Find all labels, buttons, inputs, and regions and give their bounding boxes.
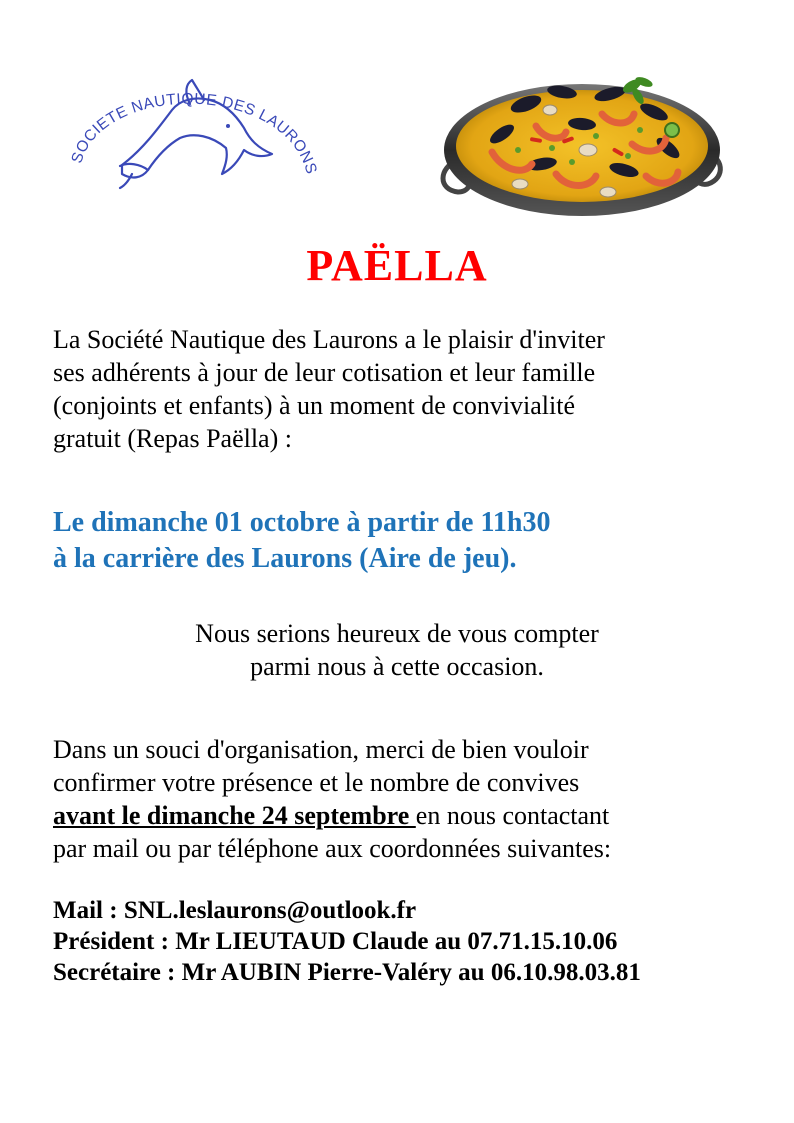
organisation-line (53, 799, 773, 832)
event-details (53, 505, 551, 577)
organisation-line: Dans un souci d'organisation, merci de bien vouloir (53, 735, 589, 764)
closing-line: parmi nous à cette occasion. (250, 652, 544, 681)
organisation-line: par mail ou par téléphone aux coordonnées suivantes: (53, 834, 612, 863)
event-date-line: Le dimanche 01 octobre à partir de 11h30 (53, 507, 551, 538)
event-location-line: à la carrière des Laurons (Aire de jeu). (53, 543, 517, 574)
invitation-line: ses adhérents à jour de leur cotisation et leur famille (53, 358, 596, 387)
organisation-line-rest: en nous contactant (415, 801, 610, 830)
page-title: PAËLLA (306, 241, 488, 290)
invitation-line: La Société Nautique des Laurons a le plaisir d'inviter (53, 325, 605, 354)
organisation-line: confirmer votre présence et le nombre de convives (53, 768, 580, 797)
contact-secretary: Secrétaire : Mr AUBIN Pierre-Valéry au 06.10.98.03.81 (53, 959, 641, 986)
contact-mail: Mail : SNL.leslaurons@outlook.fr (53, 897, 417, 924)
dolphin-eye-icon (226, 124, 230, 128)
rsvp-deadline: avant le dimanche 24 septembre (53, 801, 416, 830)
closing-message (0, 617, 794, 683)
organisation-paragraph (53, 733, 773, 865)
invitation-line: gratuit (Repas Paëlla) : (53, 424, 292, 453)
invitation-line: (conjoints et enfants) à un moment de convivialité (53, 391, 576, 420)
logo-text: SOCIETE NAUTIQUE DES LAURONS (68, 90, 320, 177)
invitation-paragraph (53, 323, 753, 455)
closing-line: Nous serions heureux de vous compter (195, 619, 599, 648)
paella-pan-image (432, 52, 730, 222)
club-logo (62, 70, 324, 190)
contact-president: Président : Mr LIEUTAUD Claude au 07.71.15.10.06 (53, 928, 618, 955)
contacts (53, 895, 641, 988)
